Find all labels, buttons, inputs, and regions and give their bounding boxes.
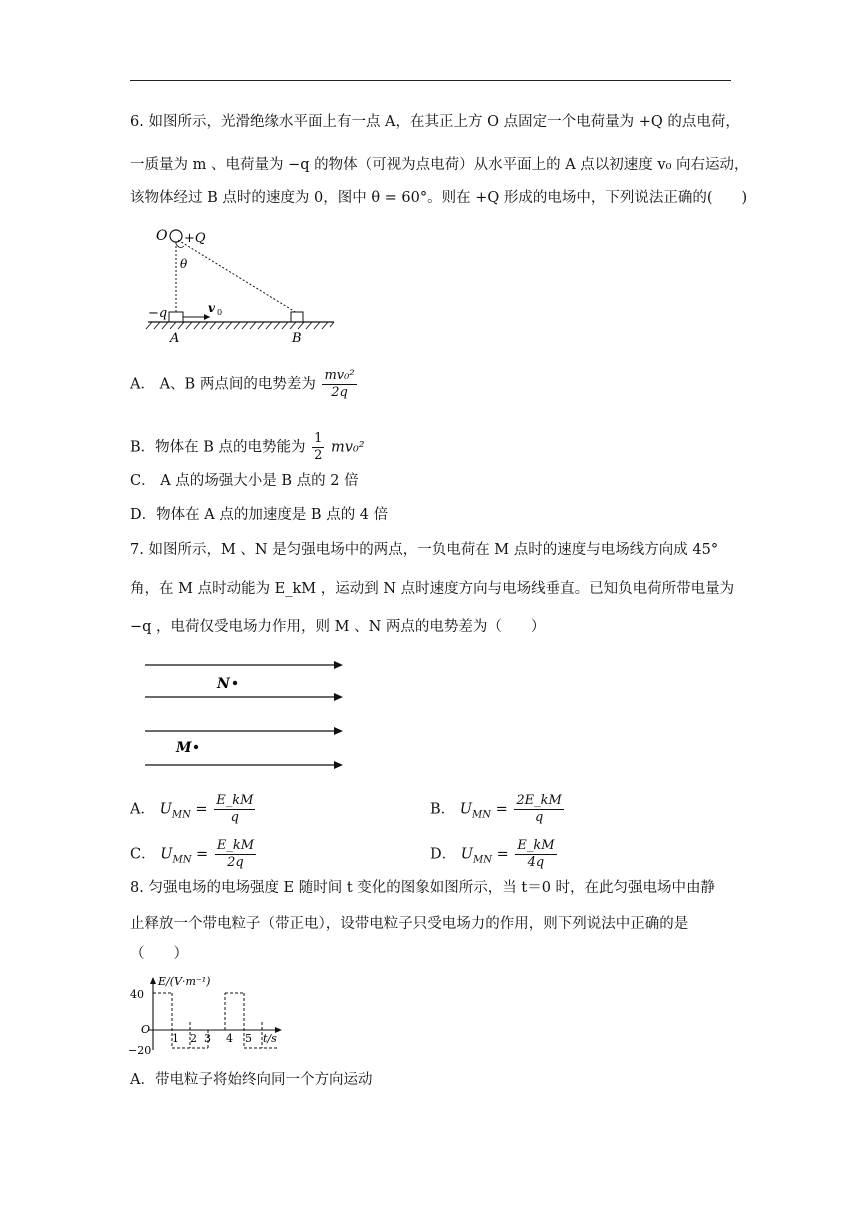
q7-option-b-fraction	[514, 793, 563, 826]
q7-fig-label-n: N	[217, 676, 230, 692]
q8-fig-x4: 4	[226, 1032, 233, 1045]
q7-option-c: C． $U_{MN}$ = $\frac{E\_kM}{2q}$	[130, 838, 255, 870]
q6-fig-label-neg-q: −q	[148, 306, 168, 321]
fraction-numerator: mv₀²	[324, 368, 355, 383]
fraction-numerator: 1	[314, 431, 323, 446]
option-lhs: U	[160, 846, 173, 863]
block-b	[291, 312, 303, 322]
q6-fig-label-o: O	[156, 228, 168, 244]
diagonal-dotted-line	[178, 240, 297, 313]
header-rule	[130, 80, 731, 81]
q6-option-c: C． A 点的场强大小是 B 点的 2 倍	[130, 473, 359, 489]
option-lhs: U	[459, 801, 472, 818]
q8-fig-x2: 2	[190, 1032, 197, 1045]
q6-option-b-suffix: mv₀²	[331, 439, 365, 456]
q6-option-b-fraction	[312, 431, 324, 464]
q7-option-c-fraction	[215, 838, 256, 871]
fraction-denominator: 2	[314, 448, 323, 463]
q7-option-d: D． $U_{MN}$ = $\frac{E\_kM}{4q}$	[430, 838, 555, 870]
option-label: A．	[130, 801, 155, 818]
option-label: D．	[430, 846, 457, 863]
block-a	[169, 312, 183, 322]
q8-fig-origin: O	[141, 1023, 151, 1036]
angle-arc	[176, 244, 184, 248]
option-label: C．	[130, 846, 156, 863]
q6-option-b	[130, 431, 365, 464]
q7-figure	[140, 655, 350, 775]
q7-stem-line3: −q ，电荷仅受电场力作用，则 M 、N 两点的电势差为（ ）	[130, 619, 546, 635]
q7-option-a: A． $U_{MN}$ = $\frac{E\_kM}{q}$	[130, 793, 254, 825]
q7-option-b: B． $U_{MN}$ = $\frac{2E\_kM}{q}$	[430, 793, 562, 825]
q6-option-a-fraction	[322, 368, 356, 401]
point-m-dot	[194, 745, 198, 749]
q7-stem-line1: 7. 如图所示，M 、N 是匀强电场中的两点，一负电荷在 M 点时的速度与电场线方向成 45°	[130, 542, 719, 558]
q8-fig-x3: 3	[204, 1032, 211, 1045]
q8-stem-line2: 止释放一个带电粒子（带正电），设带电粒子只受电场力的作用，则下列说法中正确的是	[130, 916, 689, 932]
fraction-denominator: 2q	[331, 385, 348, 400]
option-label: B．	[430, 801, 456, 818]
field-lines	[145, 665, 336, 765]
q8-fig-x5: 5	[245, 1032, 252, 1045]
q6-fig-label-v-sub: 0	[217, 308, 223, 317]
q8-stem-line3: （ ）	[130, 946, 188, 962]
option-lhs-sub: MN	[172, 854, 192, 866]
q6-option-b-prefix: B．物体在 B 点的电势能为	[130, 439, 306, 456]
q6-option-a	[130, 368, 359, 401]
fraction-denominator: q	[534, 810, 544, 825]
q6-option-a-prefix: A． A、B 两点间的电势差为	[130, 376, 316, 393]
q6-stem-line2: 一质量为 m 、电荷量为 −q 的物体（可视为点电荷）从水平面上的 A 点以初速度 v₀ 向右运动，	[130, 157, 749, 173]
q6-figure	[140, 222, 340, 347]
option-lhs-sub: MN	[171, 809, 191, 821]
fraction-numerator: E_kM	[216, 838, 255, 853]
fraction-denominator: 2q	[227, 855, 244, 870]
q6-option-d: D．物体在 A 点的加速度是 B 点的 4 倍	[130, 507, 389, 523]
q8-fig-ylabel: E/(V·m⁻¹)	[158, 975, 211, 988]
q8-fig-y-bottom: −20	[128, 1044, 152, 1057]
q6-fig-label-b: B	[292, 331, 302, 346]
q7-stem-line2: 角，在 M 点时动能为 E_kM ，运动到 N 点时速度方向与电场线垂直。已知负电荷所带电量为	[130, 581, 735, 597]
q6-fig-label-v: v	[208, 301, 215, 315]
option-lhs: U	[159, 801, 172, 818]
q8-fig-x1: 1	[172, 1032, 179, 1045]
q6-fig-label-a: A	[170, 331, 180, 346]
q8-stem-line1: 8. 匀强电场的电场强度 E 随时间 t 变化的图象如图所示，当 t＝0 时，在此匀强电场中由静	[130, 880, 716, 896]
q6-fig-label-theta: θ	[180, 257, 188, 271]
fraction-numerator: E_kM	[517, 838, 555, 853]
point-n-dot	[233, 681, 237, 685]
q6-fig-label-q: +Q	[184, 231, 206, 246]
q7-option-a-fraction	[214, 793, 255, 826]
q6-stem-line1: 6. 如图所示，光滑绝缘水平面上有一点 A，在其正上方 O 点固定一个电荷量为 +Q 的点电荷，	[130, 114, 740, 130]
field-arrowhead-icons	[334, 661, 343, 769]
option-lhs-sub: MN	[472, 854, 492, 866]
y-axis-arrow-icon	[150, 977, 156, 984]
q8-fig-xlabel: t/s	[263, 1032, 277, 1045]
fraction-denominator: q	[230, 810, 239, 825]
fraction-numerator: 2E_kM	[516, 793, 562, 808]
fraction-numerator: E_kM	[216, 793, 254, 808]
q7-fig-label-m: M	[176, 740, 192, 756]
option-lhs-sub: MN	[472, 809, 491, 821]
q8-figure	[128, 972, 298, 1057]
ground-hatching	[146, 322, 334, 329]
option-lhs: U	[460, 846, 473, 863]
q8-fig-y-top: 40	[130, 988, 144, 1001]
q6-stem-line3: 该物体经过 B 点时的速度为 0，图中 θ = 60°。则在 +Q 形成的电场中，下列说法正确的( )	[130, 190, 748, 206]
q8-option-a: A．带电粒子将始终向同一个方向运动	[130, 1072, 373, 1088]
q7-option-d-fraction	[515, 838, 556, 871]
charge-circle-icon	[170, 230, 182, 242]
fraction-denominator: 4q	[527, 855, 545, 870]
